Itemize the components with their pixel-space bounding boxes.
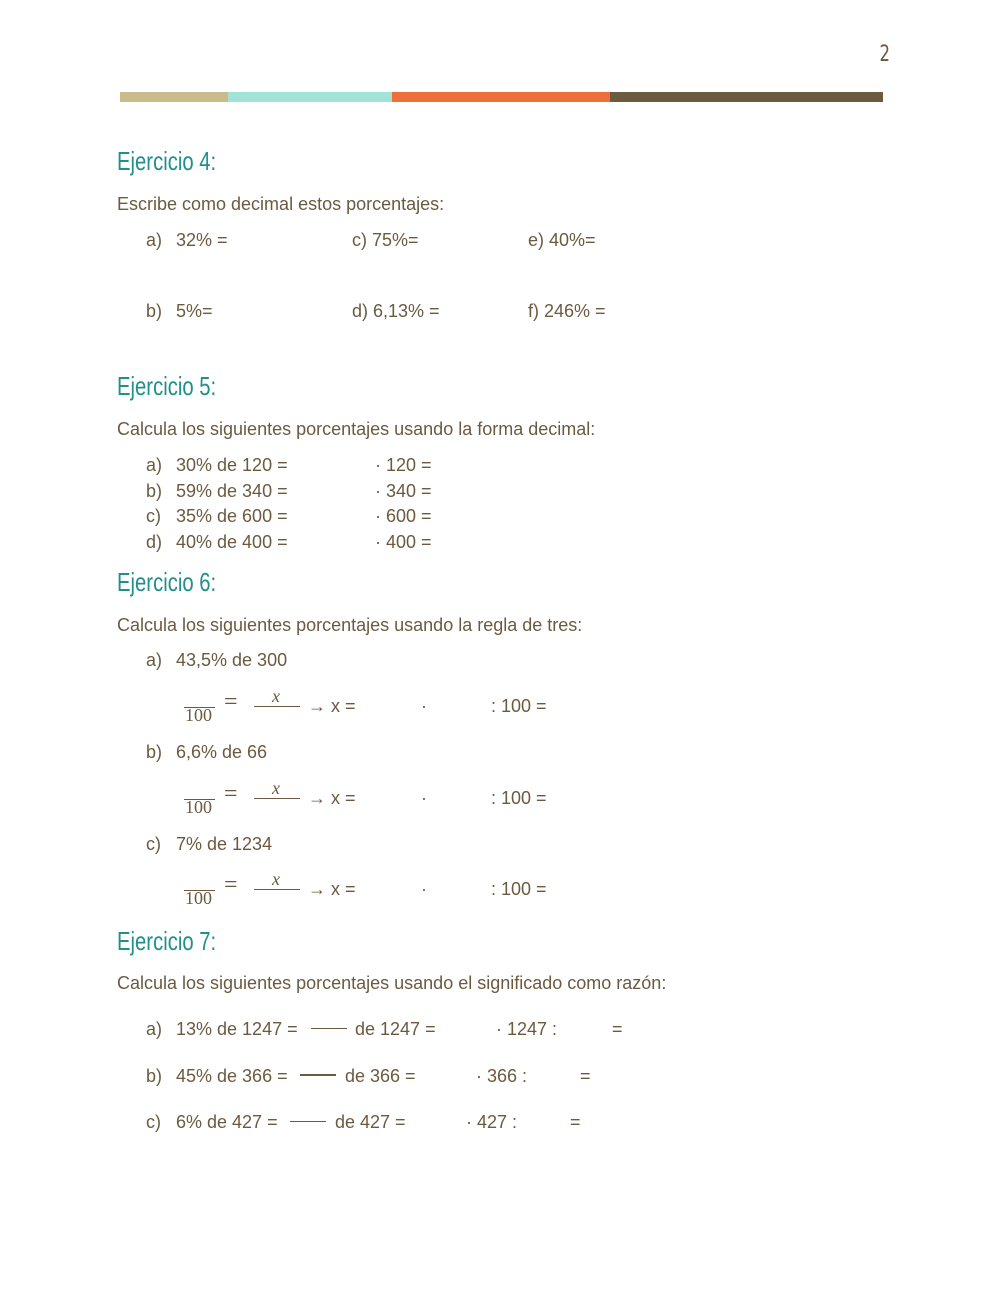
- item-text: =: [612, 1019, 623, 1039]
- exercise-6-instructions: Calcula los siguientes porcentajes usando la regla de tres:: [117, 615, 583, 635]
- fraction-line: [300, 1074, 336, 1076]
- item-text: 5%=: [176, 301, 213, 321]
- item-text: f) 246% =: [528, 301, 606, 321]
- item-letter: b): [146, 301, 163, 321]
- item-letter: a): [146, 650, 163, 670]
- item-text: · 340 =: [375, 481, 432, 501]
- item-text: 13% de 1247 =: [176, 1019, 298, 1039]
- formula-text: → x =: [308, 788, 356, 808]
- item-text: 6% de 427 =: [176, 1112, 278, 1132]
- formula-text: → x =: [308, 696, 356, 716]
- fraction-line: [254, 706, 300, 707]
- item-text: de 1247 =: [355, 1019, 436, 1039]
- item-text: de 366 =: [345, 1066, 416, 1086]
- item-text: de 427 =: [335, 1112, 406, 1132]
- item-text: 30% de 120 =: [176, 455, 288, 475]
- item-letter: a): [146, 1019, 163, 1039]
- item-text: 32% =: [176, 230, 228, 250]
- fraction-line: [290, 1121, 326, 1122]
- fraction-numerator: x: [272, 778, 280, 798]
- equals-sign: =: [224, 872, 238, 898]
- item-letter: b): [146, 481, 163, 501]
- item-text: · 1247 :: [496, 1019, 558, 1039]
- exercise-7-instructions: Calcula los siguientes porcentajes usando el significado como razón:: [117, 973, 667, 993]
- fraction-line: [311, 1028, 347, 1029]
- item-text: e) 40%=: [528, 230, 596, 250]
- fraction-denominator: 100: [185, 797, 212, 817]
- item-letter: b): [146, 1066, 163, 1086]
- fraction-line: [254, 889, 300, 890]
- equals-sign: =: [224, 689, 238, 715]
- item-text: · 366 :: [476, 1066, 528, 1086]
- formula-text: : 100 =: [491, 788, 547, 808]
- formula-text: : 100 =: [491, 879, 547, 899]
- formula-text: → x =: [308, 879, 356, 899]
- fraction-numerator: x: [272, 686, 280, 706]
- item-text: d) 6,13% =: [352, 301, 440, 321]
- item-text: 7% de 1234: [176, 834, 273, 854]
- equals-sign: =: [224, 781, 238, 807]
- fraction-numerator: x: [272, 869, 280, 889]
- item-letter: b): [146, 742, 163, 762]
- item-text: 6,6% de 66: [176, 742, 268, 762]
- exercise-5-instructions: Calcula los siguientes porcentajes usando la forma decimal:: [117, 419, 596, 439]
- item-text: 43,5% de 300: [176, 650, 288, 670]
- item-letter: a): [146, 455, 163, 475]
- item-text: 35% de 600 =: [176, 506, 288, 526]
- page-number: 2: [879, 42, 890, 67]
- exercise-6-title: Ejercicio 6:: [117, 567, 217, 597]
- item-letter: c): [146, 506, 161, 526]
- fraction-denominator: 100: [185, 888, 212, 908]
- item-text: =: [580, 1066, 591, 1086]
- item-text: c) 75%=: [352, 230, 419, 250]
- item-text: 59% de 340 =: [176, 481, 288, 501]
- item-letter: c): [146, 1112, 161, 1132]
- bar-segment-orange: [392, 92, 610, 102]
- formula-dot: ·: [421, 788, 427, 808]
- item-text: 40% de 400 =: [176, 532, 288, 552]
- formula-text: : 100 =: [491, 696, 547, 716]
- exercise-7-title: Ejercicio 7:: [117, 926, 217, 956]
- item-letter: d): [146, 532, 163, 552]
- item-text: · 427 :: [466, 1112, 518, 1132]
- formula-dot: ·: [421, 696, 427, 716]
- bar-segment-beige: [120, 92, 228, 102]
- item-text: 45% de 366 =: [176, 1066, 288, 1086]
- exercise-5-title: Ejercicio 5:: [117, 371, 217, 401]
- bar-segment-olive: [610, 92, 883, 102]
- item-text: =: [570, 1112, 581, 1132]
- item-text: · 120 =: [375, 455, 432, 475]
- item-letter: c): [146, 834, 161, 854]
- bar-segment-mint: [228, 92, 392, 102]
- exercise-4-instructions: Escribe como decimal estos porcentajes:: [117, 194, 445, 214]
- item-text: · 400 =: [375, 532, 432, 552]
- item-text: · 600 =: [375, 506, 432, 526]
- fraction-line: [254, 798, 300, 799]
- exercise-4-title: Ejercicio 4:: [117, 146, 217, 176]
- fraction-denominator: 100: [185, 705, 212, 725]
- item-letter: a): [146, 230, 163, 250]
- formula-dot: ·: [421, 879, 427, 899]
